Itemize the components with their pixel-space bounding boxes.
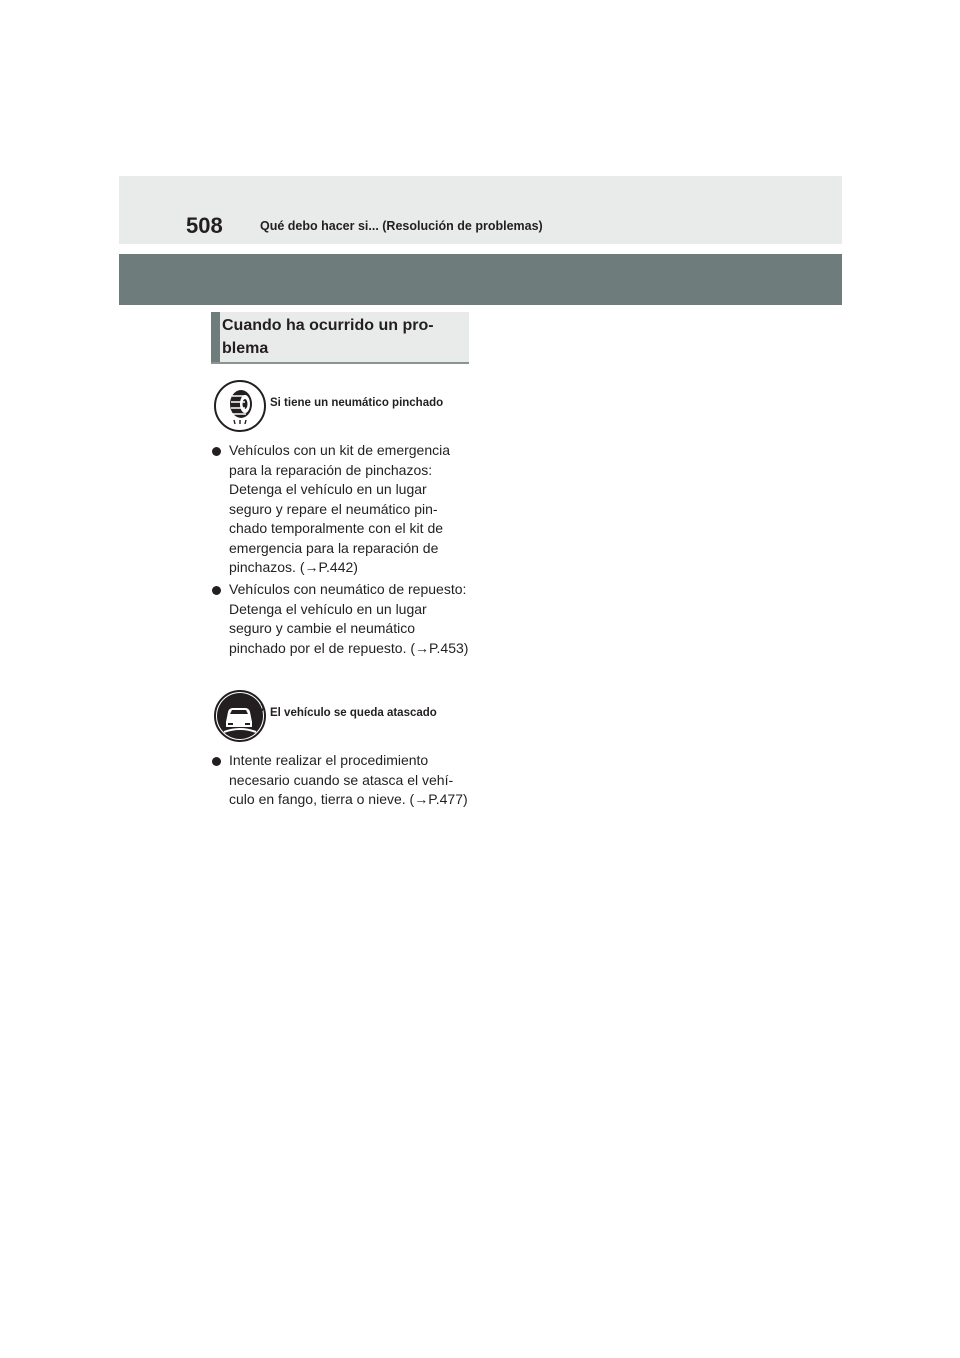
spinning-wheel-marks-icon (252, 700, 266, 724)
flat-tire-heading: Si tiene un neumático pinchado (270, 397, 444, 409)
header-bar (119, 176, 842, 244)
bullet-text: Intente realizar el procedimiento necesario cuando se atasca el vehí-culo en fango, tierra o nieve. (→P.477) (229, 752, 468, 807)
bullet-text: Vehículos con un kit de emergencia para la reparación de pinchazos: Detenga el vehículo en un lugar seguro y repare el neumático pin-chado temporalmente con el kit de emergencia para la reparación de pinchazos. (→P.442) (229, 442, 451, 575)
section-title: Cuando ha ocurrido un pro-blema (222, 317, 434, 357)
section-band (119, 254, 842, 305)
stuck-vehicle-heading: El vehículo se queda atascado (270, 707, 437, 719)
bullet-dot (212, 757, 221, 766)
list-item (212, 441, 472, 578)
flat-tire-icon (214, 380, 266, 432)
bullet-text: Vehículos con neumático de repuesto: Detenga el vehículo en un lugar seguro y cambie el neumático pinchado por el de repuesto. (→P.453) (229, 581, 469, 656)
bullet-dot (212, 447, 221, 456)
bullet-dot (212, 586, 221, 595)
page-number: 508 (186, 213, 223, 238)
list-item (212, 580, 472, 658)
section-accent-bar (211, 312, 220, 362)
chapter-title: Qué debo hacer si... (Resolución de problemas) (260, 219, 543, 233)
list-item (212, 751, 472, 810)
